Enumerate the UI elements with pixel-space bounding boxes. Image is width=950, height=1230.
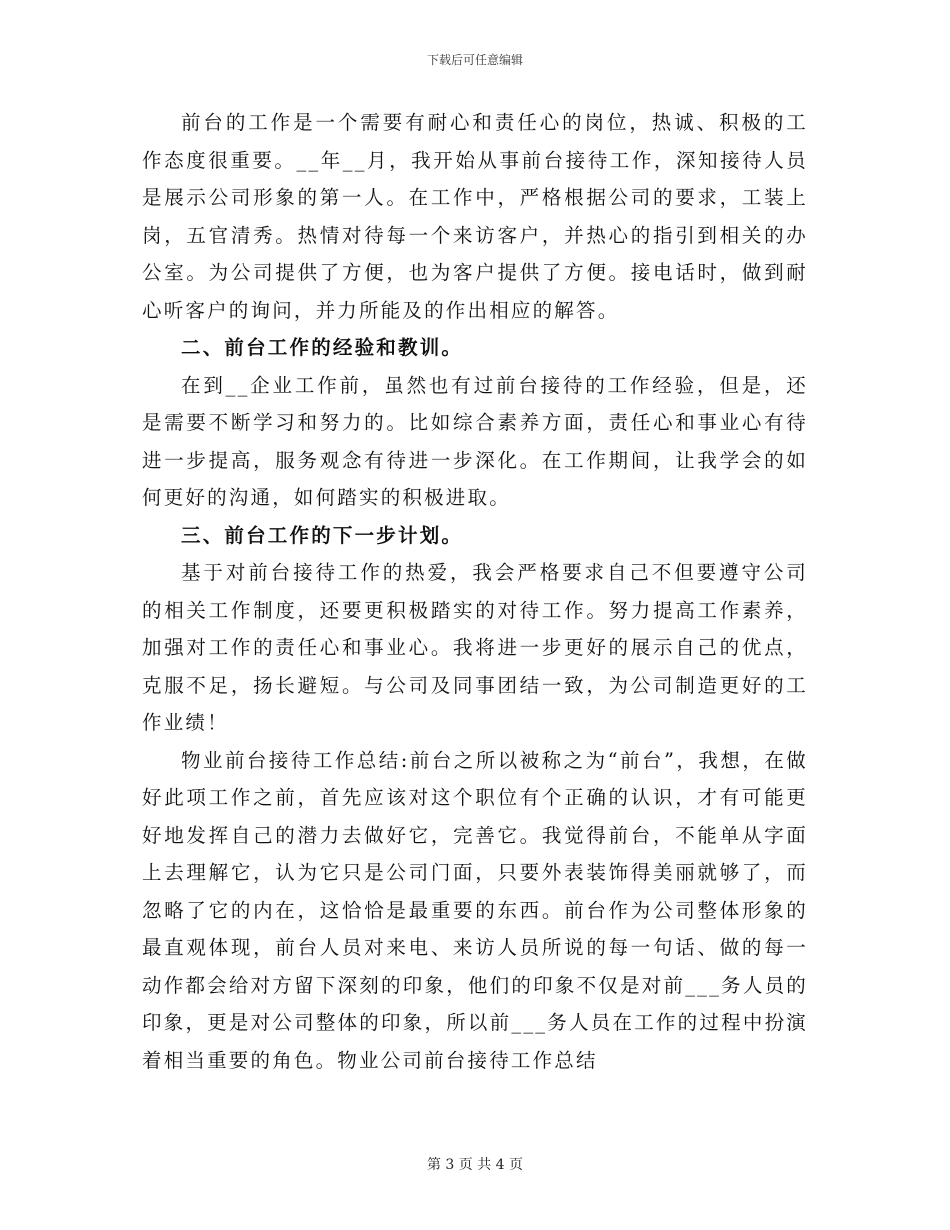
paragraph-property-summary: 物业前台接待工作总结:前台之所以被称之为“前台”，我想，在做好此项工作之前，首先应该对这个职位有个正确的认识，才有可能更好地发挥自己的潜力去做好它，完善它。我觉得前台，不能单从字面上去理解它，认为它只是公司门面，只要外表装饰得美丽就够了，而忽略了它的内在，这恰恰是最重要的东西。前台作为公司整体形象的最直观体现，前台人员对来电、来访人员所说的每一句话、做的每一动作都会给对方留下深刻的印象，他们的印象不仅是对前___务人员的印象，更是对公司整体的印象，所以前___务人员在工作的过程中扮演着相当重要的角色。物业公司前台接待工作总结 [142,748,808,1072]
paragraph-intro: 前台的工作是一个需要有耐心和责任心的岗位，热诚、积极的工作态度很重要。__年__月，我开始从事前台接待工作，深知接待人员是展示公司形象的第一人。在工作中，严格根据公司的要求，工装上岗，五官清秀。热情对待每一个来访客户，并热心的指引到相关的办公室。为公司提供了方便，也为客户提供了方便。接电话时，做到耐心听客户的询问，并力所能及的作出相应的解答。 [142,111,808,322]
section-heading-plan: 三、前台工作的下一步计划。 [181,523,464,547]
page-footer: 第 3 页 共 4 页 [426,1157,524,1173]
section-heading-experience: 二、前台工作的经验和教训。 [181,336,464,359]
paragraph-experience: 在到__企业工作前，虽然也有过前台接待的工作经验，但是，还是需要不断学习和努力的。比如综合素养方面，责任心和事业心有待进一步提高，服务观念有待进一步深化。在工作期间，让我学会的如何更好的沟通，如何踏实的积极进取。 [142,373,808,509]
page-header: 下载后可任意编辑 [426,53,523,67]
document-body [142,104,808,1079]
paragraph-plan: 基于对前台接待工作的热爱，我会严格要求自己不但要遵守公司的相关工作制度，还要更积极踏实的对待工作。努力提高工作素养，加强对工作的责任心和事业心。我将进一步更好的展示自己的优点，克服不足，扬长避短。与公司及同事团结一致，为公司制造更好的工作业绩！ [142,561,808,734]
